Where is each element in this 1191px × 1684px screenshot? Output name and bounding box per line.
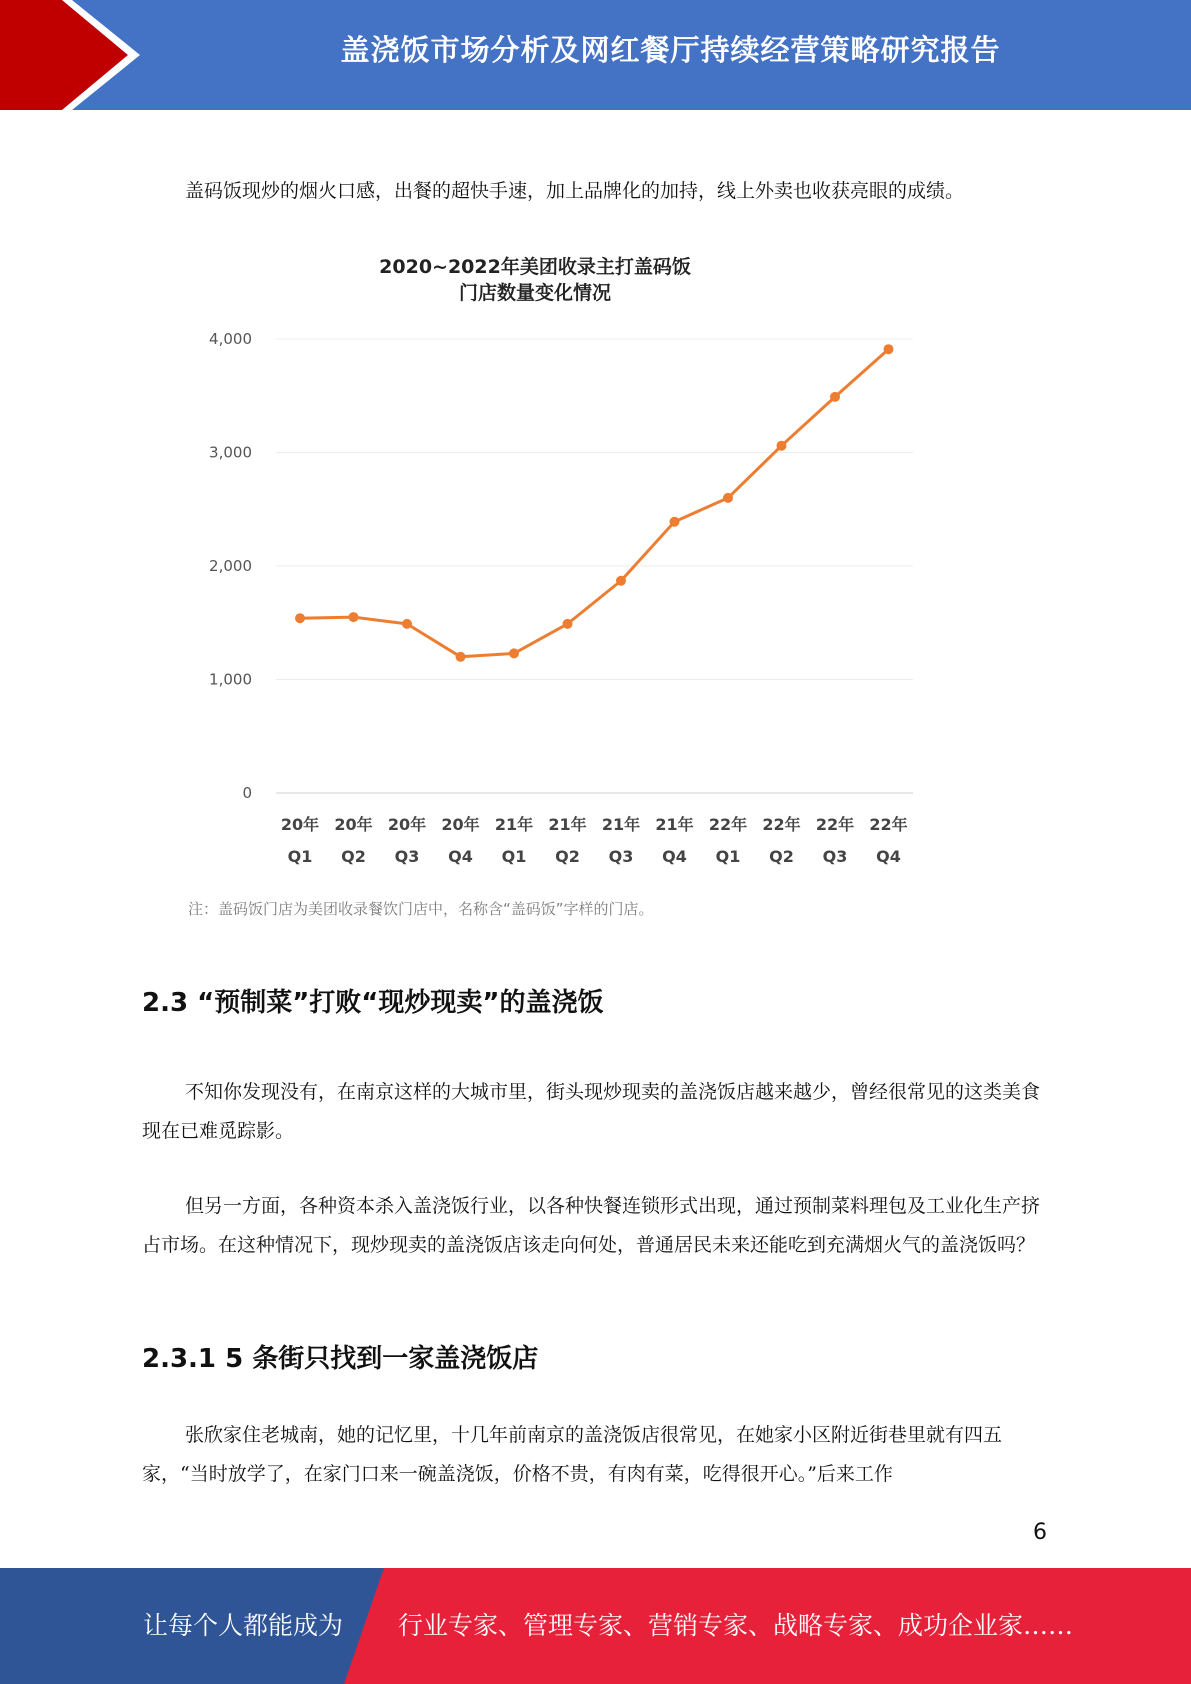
data-point: [563, 619, 573, 629]
chart-series: [295, 344, 894, 662]
x-tick-label-year: 21年: [548, 815, 587, 834]
data-point: [616, 576, 626, 586]
x-tick-label-year: 20年: [387, 815, 427, 834]
x-tick-label-year: 22年: [762, 815, 801, 834]
section-heading-2-3: 2.3 “预制菜”打败“现炒现卖”的盖浇饭: [142, 988, 604, 1018]
data-point: [456, 652, 466, 662]
x-tick-label-quarter: Q1: [287, 847, 313, 866]
store-count-line-chart: [180, 250, 940, 940]
paragraph-2: 不知你发现没有，在南京这样的大城市里，街头现炒现卖的盖浇饭店越来越少，曾经很常见的这类美食现在已难觅踪影。: [142, 1081, 1041, 1142]
page-header: [0, 0, 1191, 110]
x-tick-label-year: 22年: [708, 815, 748, 834]
x-tick-label-quarter: Q1: [501, 847, 527, 866]
series-line: [300, 349, 889, 657]
paragraph-3: 但另一方面，各种资本杀入盖浇饭行业，以各种快餐连锁形式出现，通过预制菜料理包及工业化生产挤占市场。在这种情况下，现炒现卖的盖浇饭店该走向何处，普通居民未来还能吃到充满烟火气的盖浇饭吗？: [142, 1195, 1041, 1256]
x-tick-label-quarter: Q3: [822, 847, 848, 866]
y-tick-label: 2,000: [209, 557, 252, 575]
y-tick-label: 3,000: [209, 443, 252, 462]
x-tick-label-year: 21年: [601, 815, 641, 834]
y-tick-label: 0: [242, 784, 252, 802]
page-number: 6: [1033, 1520, 1047, 1545]
x-tick-label-quarter: Q2: [555, 847, 580, 866]
section-heading-2-3-1: 2.3.1 5 条街只找到一家盖浇饭店: [142, 1344, 539, 1374]
x-tick-label-quarter: Q4: [876, 847, 901, 866]
footer-slogan-right: 行业专家、管理专家、营销专家、战略专家、成功企业家……: [398, 1611, 1074, 1640]
x-tick-label-quarter: Q4: [448, 847, 473, 866]
data-point: [509, 648, 519, 658]
x-tick-label-quarter: Q3: [394, 847, 420, 866]
chart-y-axis-labels: [209, 330, 252, 802]
paragraph-1: 盖码饭现炒的烟火口感，出餐的超快手速，加上品牌化的加持，线上外卖也收获亮眼的成绩。: [185, 180, 965, 202]
data-point: [295, 613, 305, 623]
x-tick-label-quarter: Q3: [608, 847, 634, 866]
x-tick-label-quarter: Q2: [769, 847, 794, 866]
data-point: [830, 392, 840, 402]
chart-note: 注：盖码饭门店为美团收录餐饮门店中，名称含“盖码饭”字样的门店。: [188, 900, 654, 918]
x-tick-label-year: 22年: [815, 815, 855, 834]
x-tick-label-year: 20年: [280, 815, 320, 834]
paragraph-4: 张欣家住老城南，她的记忆里，十几年前南京的盖浇饭店很常见，在她家小区附近街巷里就有四五家，“当时放学了，在家门口来一碗盖浇饭，价格不贵，有肉有菜，吃得很开心。”后来工作: [142, 1424, 1003, 1485]
data-point: [723, 493, 733, 503]
x-tick-label-year: 20年: [334, 815, 373, 834]
data-point: [402, 619, 412, 629]
data-point: [884, 344, 894, 354]
page-footer: [0, 1568, 1191, 1684]
x-tick-label-quarter: Q4: [662, 847, 687, 866]
chart-gridlines: [276, 339, 913, 793]
y-tick-label: 1,000: [209, 670, 252, 689]
y-tick-label: 4,000: [209, 330, 252, 348]
report-title: 盖浇饭市场分析及网红餐厅持续经营策略研究报告: [340, 33, 1001, 67]
x-tick-label-year: 20年: [441, 815, 480, 834]
footer-slogan-left: 让每个人都能成为: [143, 1611, 344, 1640]
data-point: [777, 441, 787, 451]
data-point: [670, 517, 680, 527]
chart-title-line-2: 门店数量变化情况: [458, 282, 612, 304]
x-tick-label-year: 22年: [869, 815, 908, 834]
data-point: [349, 612, 359, 622]
x-tick-label-quarter: Q1: [715, 847, 741, 866]
x-tick-label-year: 21年: [655, 815, 694, 834]
chart-title-line-1: 2020~2022年美团收录主打盖码饭: [379, 256, 691, 278]
chart-svg: [180, 250, 940, 890]
x-tick-label-quarter: Q2: [341, 847, 366, 866]
x-tick-label-year: 21年: [494, 815, 534, 834]
chart-x-axis-labels: [281, 815, 908, 866]
